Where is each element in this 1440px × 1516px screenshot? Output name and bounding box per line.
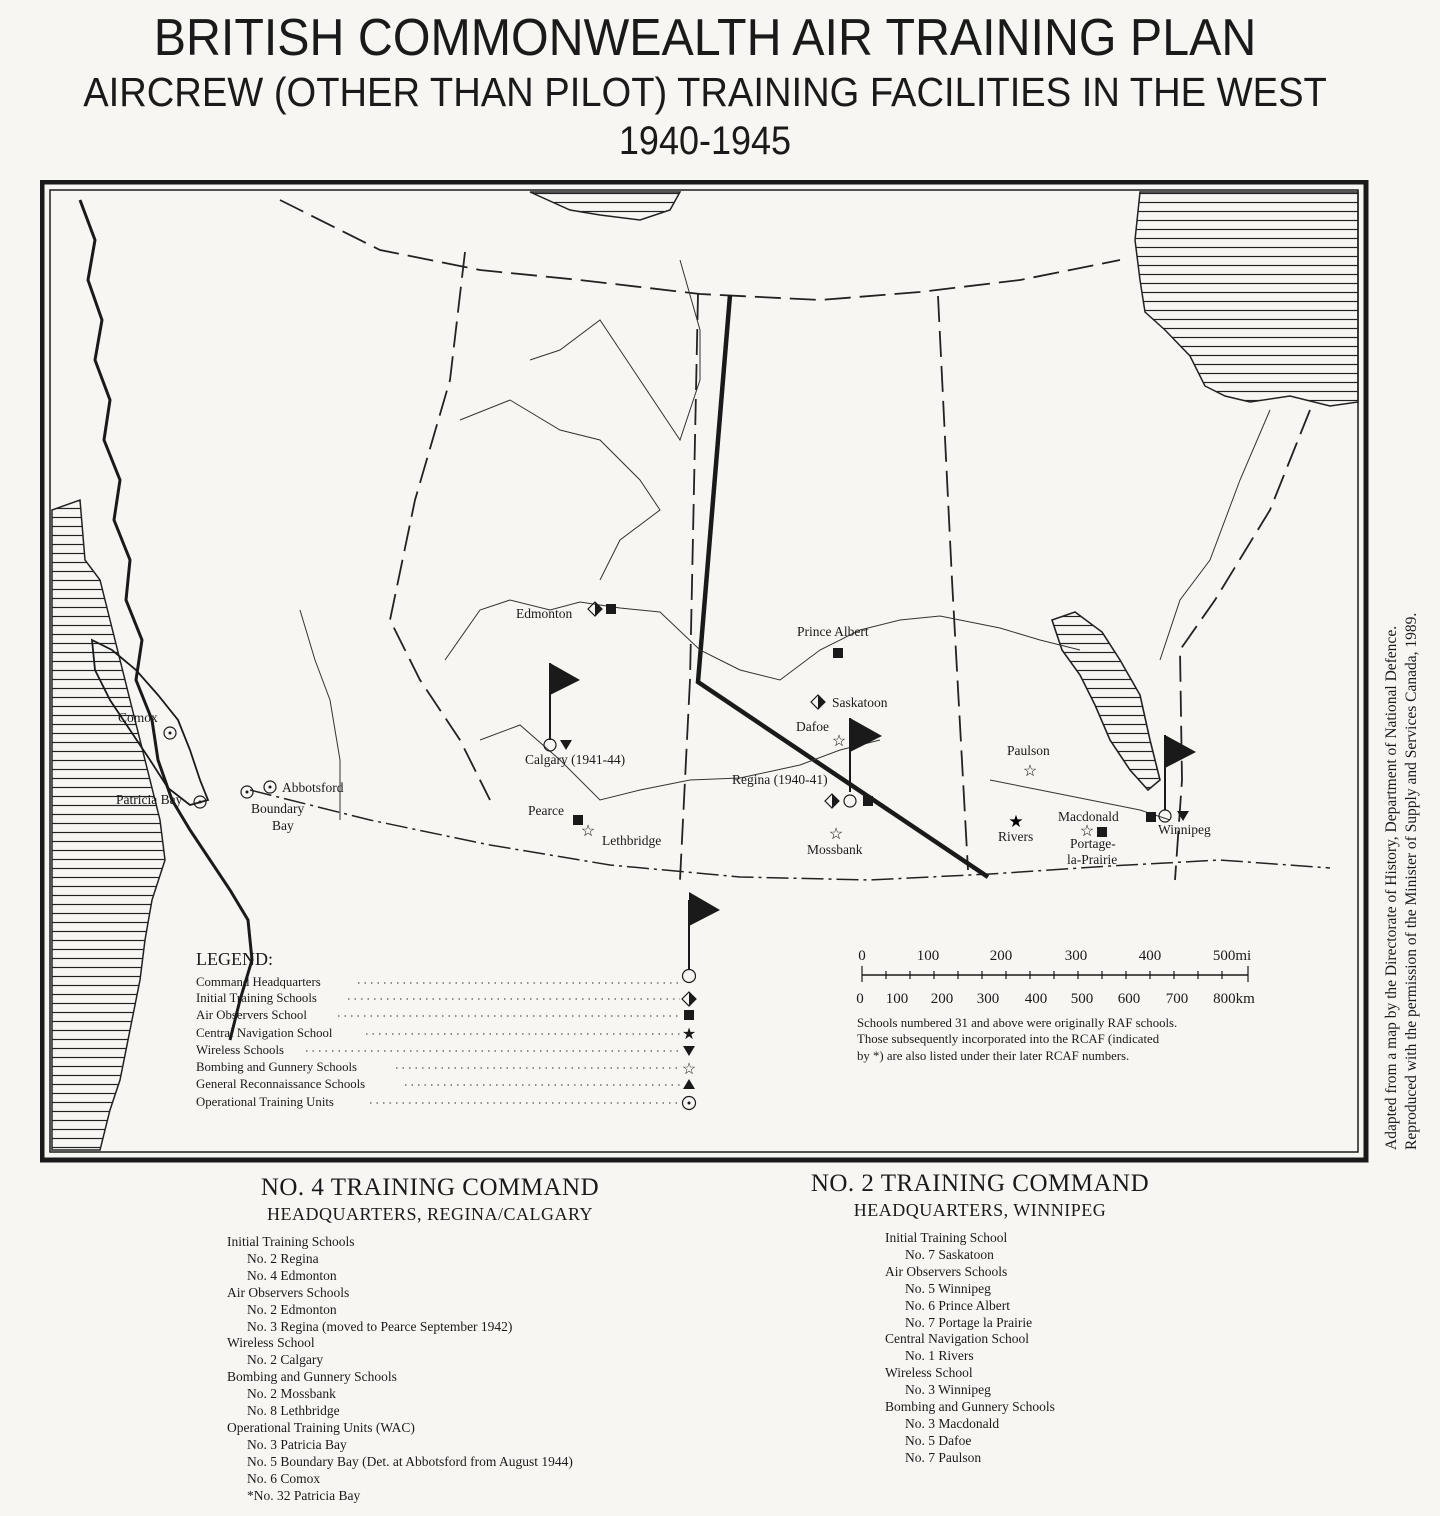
- athabasca-river: [530, 260, 700, 440]
- legend-label-grs: General Reconnaissance Schools: [196, 1077, 366, 1091]
- command-2-subheading: HEADQUARTERS, WINNIPEG: [853, 1200, 1107, 1220]
- label-paulson: Paulson: [1007, 743, 1050, 758]
- comox-marker: [164, 727, 176, 739]
- label-prince-albert: Prince Albert: [797, 624, 869, 639]
- legend-symbol-grs: [683, 1079, 695, 1089]
- label-patricia-bay: Patricia Bay: [116, 792, 183, 807]
- nelson-river: [1160, 410, 1270, 660]
- command-4-header: [190, 1174, 670, 1225]
- scale-km-200: 200: [930, 991, 954, 1007]
- command-4-list: [227, 1234, 573, 1505]
- credit-line-1: Adapted from a map by the Directorate of History, Department of National Defence.: [1383, 625, 1400, 1150]
- command-boundary: [698, 295, 988, 877]
- label-portage-2: la-Prairie: [1067, 852, 1118, 867]
- school-entry: No. 2 Mossbank: [247, 1386, 336, 1402]
- regina-markers: [825, 794, 873, 808]
- scale-bar: [856, 948, 1255, 1007]
- command-2-heading: NO. 2 TRAINING COMMAND: [810, 1170, 1150, 1197]
- manitoba-ontario-border: [1175, 410, 1310, 880]
- command-2-list: [885, 1230, 1055, 1467]
- school-entry: No. 3 Regina (moved to Pearce September 1942): [247, 1318, 513, 1334]
- scale-km-800: 800km: [1213, 991, 1255, 1007]
- hudson-bay: [1135, 192, 1358, 406]
- lake-winnipeg: [1052, 612, 1160, 790]
- legend-label-ws: Wireless Schools: [196, 1043, 284, 1057]
- scale-mi-0: 0: [858, 948, 866, 964]
- label-comox: Comox: [118, 710, 158, 725]
- great-slave-lake: [530, 192, 680, 220]
- label-rivers: Rivers: [998, 829, 1034, 844]
- scale-km-700: 700: [1165, 991, 1189, 1007]
- school-category: Initial Training Schools: [227, 1234, 355, 1249]
- school-entry: No. 3 Macdonald: [905, 1415, 1000, 1431]
- scale-mi-400: 400: [1138, 948, 1162, 964]
- legend-symbol-cns: ★: [681, 1026, 697, 1043]
- hq-flag-calgary: [550, 663, 580, 740]
- label-abbotsford: Abbotsford: [282, 780, 344, 795]
- scale-km-400: 400: [1024, 991, 1048, 1007]
- note-line-2: Those subsequently incorporated into the RCAF (indicated: [857, 1032, 1160, 1046]
- legend-title: LEGEND:: [196, 949, 273, 969]
- rivers-marker: ★: [1008, 812, 1024, 831]
- legend-label-aos: Air Observers School: [196, 1008, 307, 1022]
- scale-km-0: 0: [856, 991, 864, 1007]
- scale-km-600: 600: [1117, 991, 1141, 1007]
- school-category: Air Observers Schools: [885, 1263, 1008, 1279]
- credit-line-2: Reproduced with the permission of the Minister of Supply and Services Canada, 1989.: [1403, 612, 1420, 1150]
- prince-albert-marker: [833, 648, 843, 658]
- title-line-3: 1940-1945: [618, 119, 792, 163]
- school-entry: No. 8 Lethbridge: [247, 1403, 340, 1419]
- legend-label-hq: Command Headquarters: [196, 975, 321, 989]
- saskatoon-marker: [811, 695, 825, 709]
- hq-flag-regina: [850, 718, 882, 792]
- scale-km-100: 100: [885, 991, 909, 1007]
- legend-symbol-aos: [684, 1010, 694, 1020]
- raf-note: [857, 1016, 1177, 1063]
- legend-symbol-its: [682, 992, 696, 1006]
- school-entry: No. 5 Dafoe: [905, 1432, 972, 1448]
- label-calgary: Calgary (1941-44): [525, 752, 626, 767]
- mossbank-marker: ☆: [828, 826, 844, 843]
- school-entry: No. 3 Winnipeg: [905, 1382, 991, 1398]
- scale-km-500: 500: [1070, 991, 1094, 1007]
- edmonton-markers: [588, 602, 616, 616]
- map-credit: [1383, 612, 1420, 1160]
- scale-mi-200: 200: [989, 948, 1013, 964]
- school-entry: No. 6 Comox: [247, 1470, 321, 1486]
- legend-label-cns: Central Navigation School: [196, 1026, 333, 1040]
- legend: [196, 892, 720, 1110]
- label-edmonton: Edmonton: [516, 606, 573, 621]
- note-line-3: by *) are also listed under their later RCAF numbers.: [857, 1049, 1130, 1063]
- school-entry: No. 2 Regina: [247, 1250, 319, 1266]
- school-entry: *No. 32 Patricia Bay: [247, 1487, 361, 1503]
- label-boundary-bay-2: Bay: [272, 818, 294, 833]
- abbotsford-marker: [264, 781, 276, 793]
- school-entry: No. 4 Edmonton: [247, 1267, 337, 1283]
- school-entry: No. 5 Winnipeg: [905, 1280, 991, 1296]
- dafoe-marker: ☆: [831, 733, 847, 750]
- legend-symbol-bgs: ☆: [681, 1061, 697, 1078]
- alberta-sask-border: [680, 294, 698, 880]
- school-entry: No. 1 Rivers: [905, 1348, 974, 1364]
- label-pearce: Pearce: [528, 803, 564, 818]
- boundary-bay-marker: [241, 786, 253, 798]
- legend-symbol-otu: [683, 1097, 696, 1110]
- note-line-1: Schools numbered 31 and above were originally RAF schools.: [857, 1016, 1178, 1030]
- school-entry: No. 5 Boundary Bay (Det. at Abbotsford from August 1944): [247, 1453, 573, 1469]
- territorial-border: [280, 200, 1120, 300]
- scale-mi-100: 100: [916, 948, 940, 964]
- scale-mi-300: 300: [1064, 948, 1088, 964]
- label-saskatoon: Saskatoon: [832, 695, 888, 710]
- command-2-header: [740, 1170, 1220, 1221]
- legend-label-otu: Operational Training Units: [196, 1095, 334, 1109]
- label-dafoe: Dafoe: [796, 719, 829, 734]
- command-4-heading: NO. 4 TRAINING COMMAND: [260, 1174, 600, 1201]
- school-category: Operational Training Units (WAC): [227, 1419, 415, 1435]
- school-category: Wireless School: [227, 1335, 315, 1351]
- school-entry: No. 3 Patricia Bay: [247, 1436, 347, 1452]
- paulson-marker: ☆: [1022, 763, 1038, 780]
- school-category: Wireless School: [885, 1365, 973, 1381]
- school-category: Bombing and Gunnery Schools: [885, 1399, 1055, 1415]
- label-macdonald: Macdonald: [1058, 809, 1119, 824]
- school-entry: No. 2 Edmonton: [247, 1301, 337, 1317]
- school-entry: No. 7 Saskatoon: [905, 1246, 994, 1262]
- school-entry: No. 7 Paulson: [905, 1449, 982, 1465]
- school-category: Bombing and Gunnery Schools: [227, 1369, 397, 1385]
- school-category: Air Observers Schools: [227, 1284, 350, 1300]
- sask-manitoba-border: [938, 296, 968, 870]
- title-line-1: BRITISH COMMONWEALTH AIR TRAINING PLAN: [153, 9, 1257, 67]
- school-entry: No. 2 Calgary: [247, 1352, 324, 1368]
- patricia-bay-marker: [194, 796, 206, 808]
- map-figure: [40, 180, 1370, 1165]
- school-category: Central Navigation School: [885, 1331, 1029, 1347]
- label-lethbridge: Lethbridge: [602, 833, 662, 848]
- legend-symbol-ws: [683, 1046, 695, 1056]
- map-title: [0, 8, 1410, 166]
- lethbridge-marker: ☆: [580, 823, 596, 840]
- school-entry: No. 7 Portage la Prairie: [905, 1314, 1033, 1330]
- label-boundary-bay-1: Boundary: [251, 801, 305, 816]
- pacific-ocean: [52, 500, 165, 1150]
- svg-text:☆: ☆: [1079, 823, 1095, 840]
- label-winnipeg: Winnipeg: [1158, 822, 1211, 837]
- scale-mi-500: 500mi: [1212, 948, 1252, 964]
- winnipeg-markers: [1146, 810, 1189, 822]
- label-portage-1: Portage-: [1070, 836, 1116, 851]
- command-4-subheading: HEADQUARTERS, REGINA/CALGARY: [267, 1204, 593, 1224]
- scale-km-300: 300: [976, 991, 1000, 1007]
- label-mossbank: Mossbank: [807, 842, 863, 857]
- alberta-bc-border: [390, 252, 490, 800]
- peace-river: [460, 400, 660, 580]
- school-category: Initial Training School: [885, 1230, 1008, 1245]
- legend-symbol-hq: [683, 892, 721, 983]
- legend-label-bgs: Bombing and Gunnery Schools: [196, 1060, 358, 1074]
- title-line-2: AIRCREW (OTHER THAN PILOT) TRAINING FACILITIES IN THE WEST: [83, 69, 1327, 115]
- legend-label-its: Initial Training Schools: [196, 991, 317, 1005]
- school-entry: No. 6 Prince Albert: [905, 1297, 1010, 1313]
- label-regina: Regina (1940-41): [732, 772, 828, 787]
